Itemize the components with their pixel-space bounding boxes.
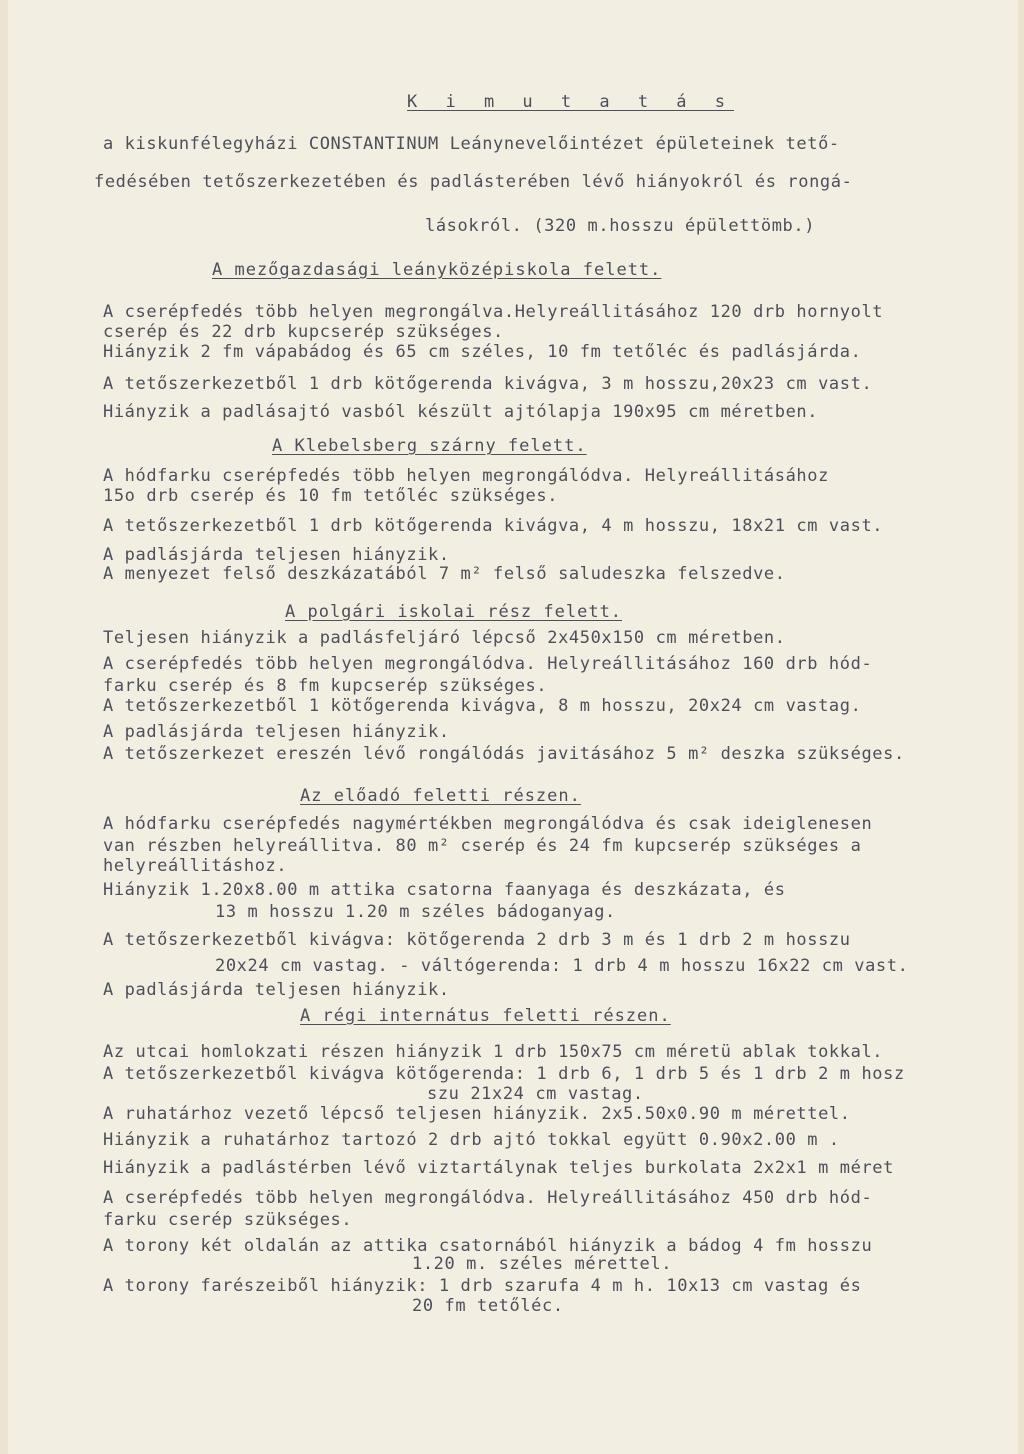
paper-edge-right [1018,0,1024,1454]
section-line: 20 fm tetőléc. [412,1296,564,1316]
section-line: 13 m hosszu 1.20 m széles bádoganyag. [215,902,616,922]
section-line: Hiányzik 1.20x8.00 m attika csatorna faanyaga és deszkázata, és [103,880,786,900]
section-line: A padlásjárda teljesen hiányzik. [103,722,450,742]
document-title: K i m u t a t á s [407,92,734,112]
section-line: A torony két oldalán az attika csatornából hiányzik a bádog 4 fm hosszu [103,1236,873,1256]
section-line: 1.20 m. széles mérettel. [412,1254,673,1274]
section-line: Teljesen hiányzik a padlásfeljáró lépcső 2x450x150 cm méretben. [103,628,786,648]
section-line: A tetőszerkezet ereszén lévő rongálódás javitásához 5 m² deszka szükséges. [103,744,905,764]
section-line: 15o drb cserép és 10 fm tetőléc szükséges. [103,486,559,506]
section-heading: A Klebelsberg szárny felett. [272,436,587,456]
section-heading: A polgári iskolai rész felett. [285,602,623,622]
section-line: Hiányzik a padlástérben lévő viztartálynak teljes burkolata 2x2x1 m méret [103,1158,894,1178]
section-line: cserép és 22 drb kupcserép szükséges. [103,322,504,342]
section-line: Hiányzik 2 fm vápabádog és 65 cm széles, 10 fm tetőléc és padlásjárda. [103,342,862,362]
section-line: A torony farészeiből hiányzik: 1 drb szarufa 4 m h. 10x13 cm vastag és [103,1276,862,1296]
section-heading: A régi internátus feletti részen. [300,1006,671,1026]
section-line: farku cserép és 8 fm kupcserép szükséges. [103,676,548,696]
section-line: A menyezet felső deszkázatából 7 m² felső saludeszka felszedve. [103,564,786,584]
section-heading: A mezőgazdasági leányközépiskola felett. [212,260,662,280]
section-heading: Az előadó feletti részen. [300,786,581,806]
section-line: helyreállitáshoz. [103,856,288,876]
section-line: A ruhatárhoz vezető lépcső teljesen hiányzik. 2x5.50x0.90 m mérettel. [103,1104,851,1124]
subtitle-line: fedésében tetőszerkezetében és padlásterében lévő hiányokról és rongá- [94,172,853,192]
section-line: A padlásjárda teljesen hiányzik. [103,980,450,1000]
section-line: A tetőszerkezetből 1 drb kötőgerenda kivágva, 4 m hosszu, 18x21 cm vast. [103,516,884,536]
section-line: A cserépfedés több helyen megrongálva.Helyreállitásához 120 drb hornyolt [103,302,884,322]
section-line: A hódfarku cserépfedés nagymértékben megrongálódva és csak ideiglenesen [103,814,873,834]
section-line: A cserépfedés több helyen megrongálódva. Helyreállitásához 450 drb hód- [103,1188,873,1208]
subtitle-line: a kiskunfélegyházi CONSTANTINUM Leánynevelőintézet épületeinek tető- [103,134,840,154]
section-line: van részben helyreállitva. 80 m² cserép és 24 fm kupcserép szükséges a [103,836,862,856]
subtitle-line: lásokról. (320 m.hosszu épülettömb.) [425,216,816,236]
section-line: szu 21x24 cm vastag. [427,1084,644,1104]
section-line: A tetőszerkezetből 1 kötőgerenda kivágva, 8 m hosszu, 20x24 cm vastag. [103,696,862,716]
section-line: A tetőszerkezetből kivágva kötőgerenda: 1 drb 6, 1 drb 5 és 1 drb 2 m hosz [103,1064,905,1084]
section-line: A cserépfedés több helyen megrongálódva. Helyreállitásához 160 drb hód- [103,654,873,674]
section-line: A hódfarku cserépfedés több helyen megrongálódva. Helyreállitásához [103,466,829,486]
section-line: Hiányzik a padlásajtó vasból készült ajtólapja 190x95 cm méretben. [103,402,819,422]
section-line: 20x24 cm vastag. - váltógerenda: 1 drb 4 m hosszu 16x22 cm vast. [215,956,909,976]
section-line: A padlásjárda teljesen hiányzik. [103,545,450,565]
section-line: A tetőszerkezetből 1 drb kötőgerenda kivágva, 3 m hosszu,20x23 cm vast. [103,374,873,394]
section-line: Az utcai homlokzati részen hiányzik 1 drb 150x75 cm méretü ablak tokkal. [103,1042,884,1062]
section-line: Hiányzik a ruhatárhoz tartozó 2 drb ajtó tokkal együtt 0.90x2.00 m . [103,1130,840,1150]
section-line: A tetőszerkezetből kivágva: kötőgerenda 2 drb 3 m és 1 drb 2 m hosszu [103,930,851,950]
paper-edge-left [0,0,8,1454]
section-line: farku cserép szükséges. [103,1210,353,1230]
